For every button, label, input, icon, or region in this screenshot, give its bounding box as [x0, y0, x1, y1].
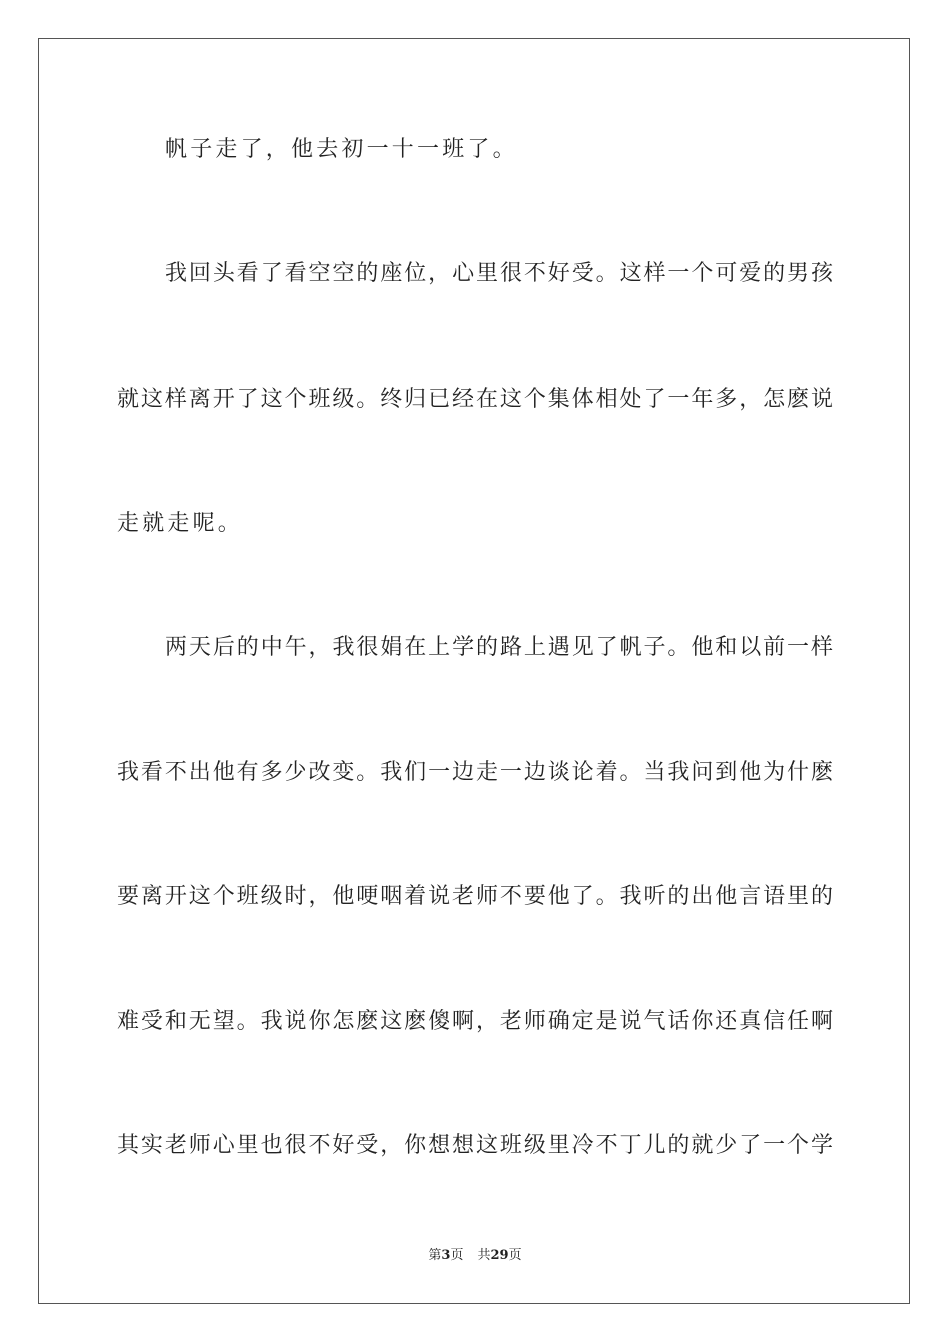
total-page-number: 29: [490, 1248, 509, 1263]
total-suffix: 页: [508, 1248, 522, 1263]
current-page-number: 3: [441, 1248, 451, 1263]
paragraph-line: 其实老师心里也很不好受，你想想这班级里冷不丁儿的就少了一个学: [117, 1133, 833, 1158]
page-suffix: 页: [450, 1248, 464, 1263]
paragraph-line: 帆子走了，他去初一十一班了。: [165, 137, 518, 162]
paragraph-line: 就这样离开了这个班级。终归已经在这个集体相处了一年多，怎麽说: [117, 387, 833, 412]
paragraph-line: 难受和无望。我说你怎麽这麽傻啊，老师确定是说气话你还真信任啊: [117, 1009, 833, 1034]
page-border: [38, 38, 910, 1304]
paragraph-line: 我回头看了看空空的座位，心里很不好受。这样一个可爱的男孩: [165, 261, 833, 286]
page-footer: [0, 1247, 950, 1265]
page-prefix: 第: [428, 1248, 442, 1263]
paragraph-line: 走就走呢。: [117, 511, 244, 536]
paragraph-line: 我看不出他有多少改变。我们一边走一边谈论着。当我问到他为什麽: [117, 760, 833, 785]
total-prefix: 共: [477, 1248, 491, 1263]
paragraph-line: 要离开这个班级时，他哽咽着说老师不要他了。我听的出他言语里的: [117, 884, 833, 909]
paragraph-line: 两天后的中午，我很娟在上学的路上遇见了帆子。他和以前一样: [165, 635, 833, 660]
